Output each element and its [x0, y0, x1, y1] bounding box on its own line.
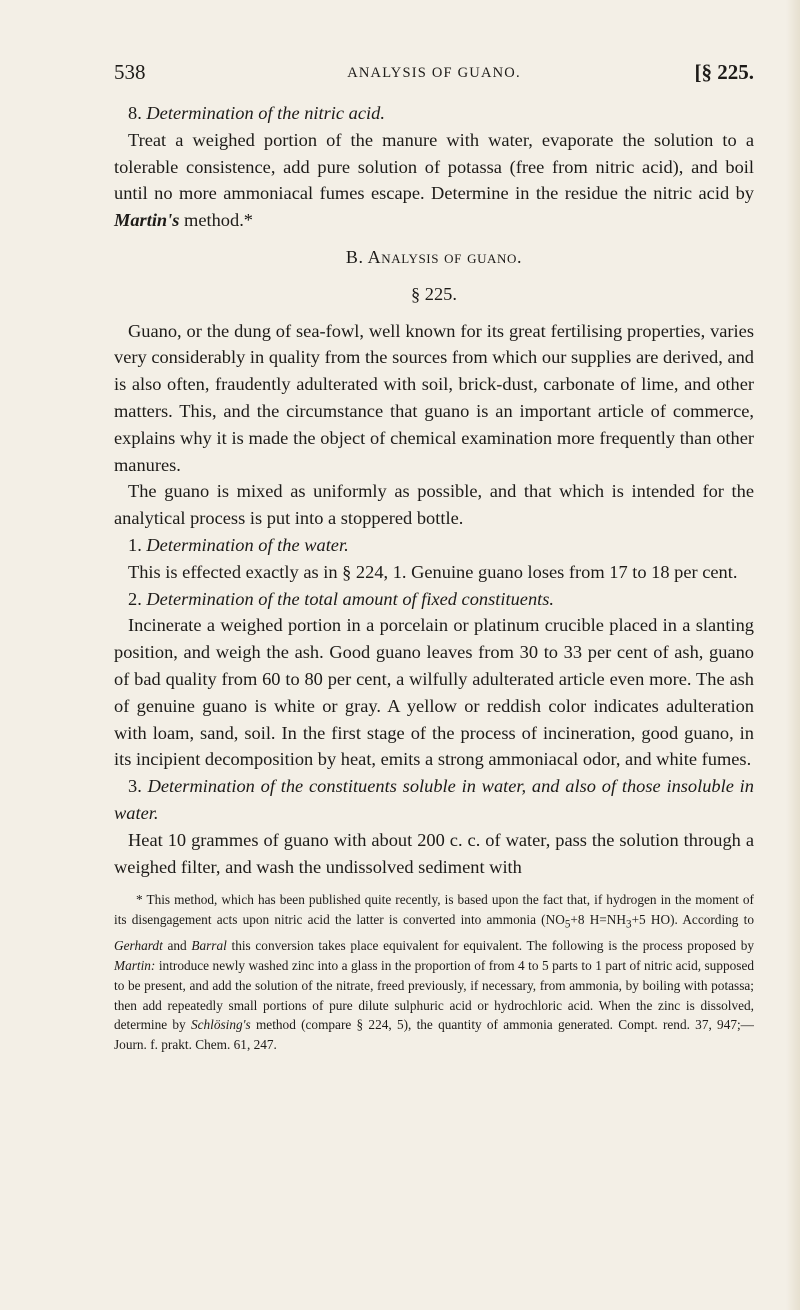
- footnote-part5: introduce newly washed zinc into a glass in the proportion of from 4 to 5 parts to 1 part of nitric acid, supposed to be present, and add the solution of the nitrate, freed previously, if necessary, from ammonia, by boiling with potassa; then add repeatedly small portions of pure dilute sulphuric acid or hydrochloric acid. When the zinc is dissolved, determine by: [114, 957, 755, 1033]
- page-header: [114, 60, 754, 90]
- item3-heading: [114, 773, 754, 827]
- page-edge-shadow: [786, 0, 800, 1310]
- item1-heading: [114, 532, 754, 559]
- footnote-part6: method (compare § 224, 5), the quantity of ammonia generated. Compt. rend. 37, 947;—Journ. f. prakt. Chem. 61, 247.: [114, 1017, 754, 1053]
- page-body: [114, 100, 754, 1069]
- running-title: ANALYSIS OF GUANO.: [347, 65, 521, 81]
- item2-heading: [114, 586, 754, 613]
- footnote-and: and: [167, 937, 187, 953]
- footnote-part4: this conversion takes place equivalent for equivalent. The following is the process proposed by: [231, 937, 755, 953]
- item3-text: Heat 10 grammes of guano with about 200 c. c. of water, pass the solution through a weighed filter, and wash the undissolved sediment with: [114, 829, 754, 877]
- item1-text: This is effected exactly as in § 224, 1. Genuine guano loses from 17 to 18 per cent.: [128, 561, 738, 582]
- para8-title: Determination of the nitric acid.: [146, 103, 385, 123]
- footnote-name-martin: Martin:: [114, 957, 156, 973]
- item3-number: 3.: [128, 776, 142, 797]
- footnote-sub1: 5: [564, 918, 571, 931]
- footnote: [114, 890, 754, 1055]
- item1-number: 1.: [128, 534, 142, 555]
- para8-author: Martin's: [114, 210, 180, 231]
- item3-title: Determination of the constituents soluble in water, and also of those insoluble in water.: [114, 776, 754, 823]
- footnote-name-barral: Barral: [191, 937, 227, 953]
- footnote-sub2: 3: [626, 918, 632, 931]
- para8-text-main: Treat a weighed portion of the manure with water, evaporate the solution to a tolerable consistence, add pure solution of potassa (free from nitric acid), and boil until no more ammoniacal fumes escape. Determine in the residue the nitric acid by: [114, 129, 754, 204]
- section-heading: B. Analysis of guano.: [345, 246, 523, 267]
- footnote-part1: * This method, which has been published quite recently, is based upon the fact that, if hydrogen in the moment of its disengagement acts upon nitric acid the latter is converted into ammonia (NO: [114, 892, 754, 928]
- footnote-part2: +8 H=NH: [570, 912, 627, 928]
- item2-title: Determination of the total amount of fixed constituents.: [146, 588, 555, 609]
- para8-heading: [114, 100, 754, 127]
- footnote-part3: +5 HO). According to: [631, 912, 754, 928]
- intro-paragraph-1: Guano, or the dung of sea-fowl, well known for its great fertilising properties, varies very considerably in quality from the sources from which our supplies are derived, and is also often, fraudently adulterated with soil, brick-dust, carbonate of lime, and other matters. This, and the circumstance that guano is an important article of commerce, explains why it is made the object of chemical examination more frequently than other manures.: [114, 320, 754, 475]
- para8-text: [114, 127, 754, 234]
- item2-number: 2.: [128, 588, 142, 609]
- page-number: 538: [114, 60, 146, 84]
- para8-text-end: method.*: [184, 210, 253, 231]
- footnote-name-schlosing: Schlösing's: [190, 1017, 251, 1033]
- footnote-name-gerhardt: Gerhardt: [114, 937, 163, 953]
- item1-title: Determination of the water.: [146, 534, 349, 555]
- para8-number: 8.: [128, 103, 142, 123]
- item2-text: Incinerate a weighed portion in a porcelain or platinum crucible placed in a slanting position, and weigh the ash. Good guano leaves from 30 to 33 per cent of ash, guano of bad quality from 60 to 80 per cent, a wilfully adulterated article even more. The ash of genuine guano is white or gray. A yellow or reddish color indicates adulteration with loam, sand, soil. In the first stage of the process of incineration, good guano, in its incipient decomposition by heat, emits a strong ammoniacal odor, and white fumes.: [114, 615, 754, 770]
- section-number: § 225.: [411, 283, 457, 304]
- section-reference: [§ 225.: [694, 60, 754, 84]
- intro-paragraph-2: The guano is mixed as uniformly as possible, and that which is intended for the analytical process is put into a stoppered bottle.: [114, 481, 754, 529]
